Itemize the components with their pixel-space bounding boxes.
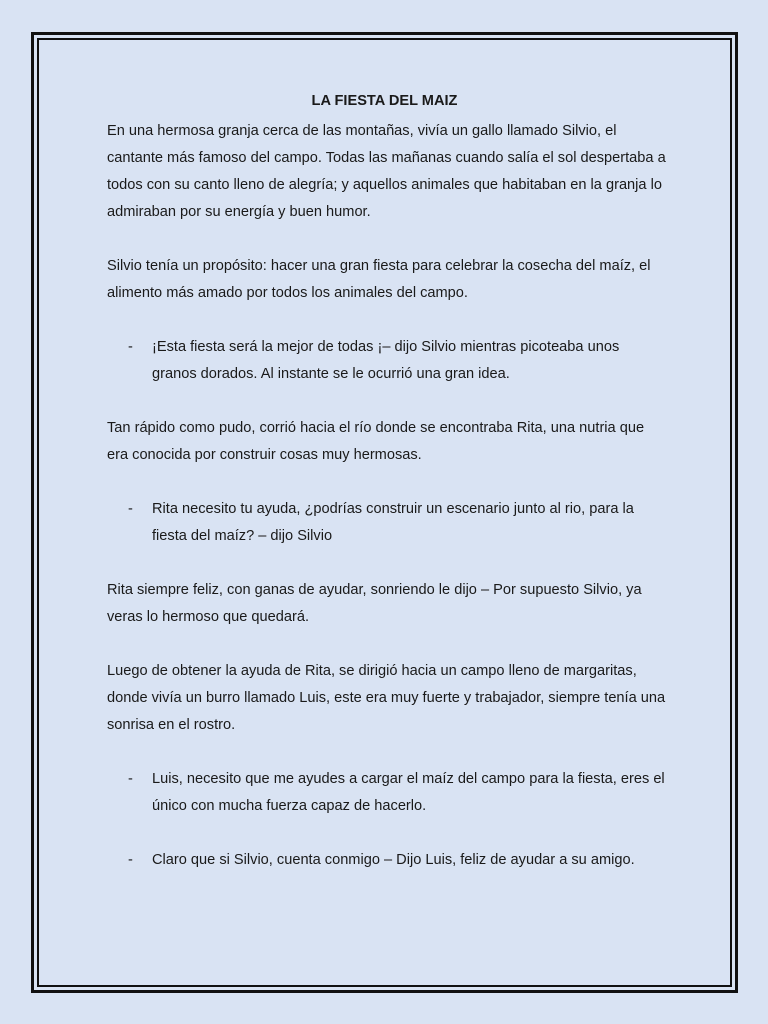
dialog-dash: - bbox=[128, 501, 133, 517]
paragraph: Rita siempre feliz, con ganas de ayudar, sonriendo le dijo – Por supuesto Silvio, ya veras lo hermoso que quedará. bbox=[107, 582, 642, 625]
dialog-line bbox=[107, 334, 667, 388]
dialog-text: ¡Esta fiesta será la mejor de todas ¡– dijo Silvio mientras picoteaba unos granos dorados. Al instante se le ocurrió una gran idea. bbox=[152, 339, 620, 382]
paragraph: Luego de obtener la ayuda de Rita, se dirigió hacia un campo lleno de margaritas, donde vivía un burro llamado Luis, este era muy fuerte y trabajador, siempre tenía una sonrisa en el rostro. bbox=[107, 663, 666, 733]
dialog-dash: - bbox=[128, 339, 133, 355]
dialog-dash: - bbox=[128, 852, 133, 868]
paragraph: Silvio tenía un propósito: hacer una gran fiesta para celebrar la cosecha del maíz, el alimento más amado por todos los animales del campo. bbox=[107, 258, 651, 301]
dialog-text: Claro que si Silvio, cuenta conmigo – Dijo Luis, feliz de ayudar a su amigo. bbox=[152, 852, 635, 868]
dialog-line bbox=[107, 766, 667, 820]
story-title: LA FIESTA DEL MAIZ bbox=[311, 93, 458, 109]
document-body bbox=[107, 90, 667, 901]
paragraph: Tan rápido como pudo, corrió hacia el río donde se encontraba Rita, una nutria que era conocida por construir cosas muy hermosas. bbox=[107, 420, 645, 463]
dialog-text: Luis, necesito que me ayudes a cargar el maíz del campo para la fiesta, eres el único con mucha fuerza capaz de hacerlo. bbox=[152, 771, 665, 814]
paragraph: En una hermosa granja cerca de las montañas, vivía un gallo llamado Silvio, el cantante más famoso del campo. Todas las mañanas cuando salía el sol despertaba a todos con su canto lleno de alegría; y aquellos animales que habitaban en la granja lo admiraban por su energía y buen humor. bbox=[107, 123, 666, 220]
dialog-line bbox=[107, 847, 667, 874]
dialog-line bbox=[107, 496, 667, 550]
dialog-text: Rita necesito tu ayuda, ¿podrías construir un escenario junto al rio, para la fiesta del maíz? – dijo Silvio bbox=[152, 501, 634, 544]
dialog-dash: - bbox=[128, 771, 133, 787]
